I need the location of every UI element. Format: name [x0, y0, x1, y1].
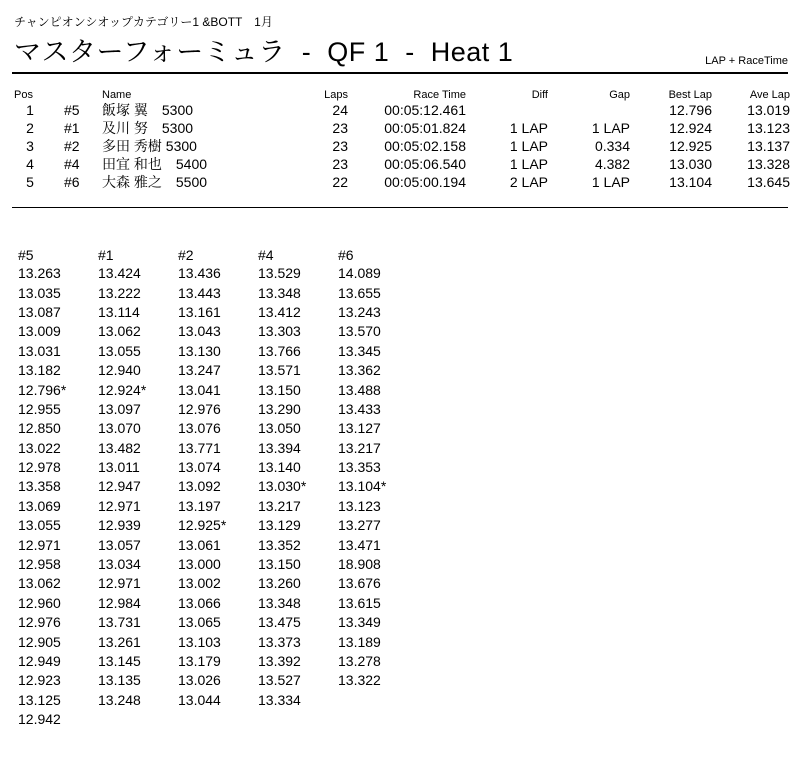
lap-row — [18, 283, 418, 302]
lap-time-cell: 12.924* — [98, 381, 147, 398]
result-row — [14, 101, 790, 119]
lap-time-cell: 13.373 — [258, 633, 301, 650]
lap-time-cell: 12.940 — [98, 362, 141, 379]
lap-row — [18, 594, 418, 613]
lap-time-cell: 13.044 — [178, 691, 221, 708]
lap-row — [18, 380, 418, 399]
lap-time-cell: 13.097 — [98, 400, 141, 417]
lap-time-cell: 13.057 — [98, 536, 141, 553]
col-header-gap: Gap — [609, 89, 630, 101]
lap-time-cell: 13.358 — [18, 478, 61, 495]
lap-time-cell: 13.103 — [178, 633, 221, 650]
result-pos: 1 — [26, 102, 34, 118]
lap-row — [18, 342, 418, 361]
result-number: #6 — [64, 174, 80, 190]
result-ave-lap: 13.123 — [747, 120, 790, 136]
lap-row — [18, 691, 418, 710]
lap-time-cell: 13.615 — [338, 594, 381, 611]
lap-row — [18, 516, 418, 535]
result-gap: 0.334 — [594, 138, 630, 154]
lap-row — [18, 632, 418, 651]
lap-times-header-row — [18, 246, 418, 264]
lap-times-body — [18, 264, 418, 729]
lap-time-cell: 13.129 — [258, 517, 301, 534]
result-name: 田宜 和也 5400 — [102, 156, 208, 172]
lap-time-cell: 12.978 — [18, 459, 61, 476]
lap-time-cell: 13.412 — [258, 303, 301, 320]
result-best-lap: 12.924 — [669, 120, 712, 136]
result-race-time: 00:05:06.540 — [384, 156, 466, 172]
result-laps: 22 — [332, 174, 348, 190]
lap-time-cell: 13.026 — [178, 672, 221, 689]
lap-time-cell: 13.766 — [258, 342, 301, 359]
lap-time-cell: 13.150 — [258, 556, 301, 573]
lap-time-cell: 14.089 — [338, 265, 381, 282]
lap-time-cell: 12.905 — [18, 633, 61, 650]
lap-time-cell: 12.939 — [98, 517, 141, 534]
lap-row — [18, 497, 418, 516]
lap-time-cell: 12.850 — [18, 420, 61, 437]
lap-time-cell: 13.002 — [178, 575, 221, 592]
lap-times-table — [18, 246, 418, 729]
result-pos: 2 — [26, 120, 34, 136]
lap-row — [18, 652, 418, 671]
result-diff: 1 LAP — [509, 138, 548, 154]
result-race-time: 00:05:12.461 — [384, 102, 466, 118]
col-header-pos: Pos — [14, 89, 33, 101]
lap-time-cell: 13.771 — [178, 439, 221, 456]
result-laps: 24 — [332, 102, 348, 118]
lap-row — [18, 303, 418, 322]
lap-time-cell: 13.140 — [258, 459, 301, 476]
result-best-lap: 12.925 — [669, 138, 712, 154]
lap-time-cell: 13.125 — [18, 691, 61, 708]
lap-time-cell: 13.571 — [258, 362, 301, 379]
result-ave-lap: 13.328 — [747, 156, 790, 172]
result-gap: 1 LAP — [591, 120, 630, 136]
col-header-number — [46, 86, 102, 101]
result-gap: 4.382 — [594, 156, 630, 172]
lap-time-cell: 13.424 — [98, 265, 141, 282]
lap-time-cell: 13.197 — [178, 497, 221, 514]
lap-time-cell: 12.923 — [18, 672, 61, 689]
result-ave-lap: 13.137 — [747, 138, 790, 154]
lap-time-cell: 12.960 — [18, 594, 61, 611]
lap-time-cell: 13.092 — [178, 478, 221, 495]
lap-time-cell: 13.482 — [98, 439, 141, 456]
lap-time-cell: 12.971 — [18, 536, 61, 553]
lap-time-cell: 13.061 — [178, 536, 221, 553]
lap-column-header: #6 — [338, 247, 354, 263]
lap-time-cell: 13.035 — [18, 284, 61, 301]
lap-time-cell: 13.529 — [258, 265, 301, 282]
lap-time-cell: 13.352 — [258, 536, 301, 553]
lap-time-cell: 13.135 — [98, 672, 141, 689]
lap-time-cell: 13.069 — [18, 497, 61, 514]
lap-time-cell: 12.925* — [178, 517, 227, 534]
lap-time-cell: 13.055 — [98, 342, 141, 359]
lap-row — [18, 535, 418, 554]
lap-time-cell: 13.009 — [18, 323, 61, 340]
lap-row — [18, 419, 418, 438]
result-name: 多田 秀樹 5300 — [102, 138, 197, 154]
result-ave-lap: 13.019 — [747, 102, 790, 118]
lap-column-header: #4 — [258, 247, 274, 263]
lap-column-header: #2 — [178, 247, 194, 263]
lap-column-header: #5 — [18, 247, 34, 263]
lap-time-cell: 13.074 — [178, 459, 221, 476]
result-diff: 1 LAP — [509, 120, 548, 136]
col-header-best-lap: Best Lap — [668, 89, 712, 101]
lap-row — [18, 400, 418, 419]
lap-time-cell: 13.189 — [338, 633, 381, 650]
lap-time-cell: 12.976 — [178, 400, 221, 417]
result-laps: 23 — [332, 120, 348, 136]
result-diff: 2 LAP — [509, 174, 548, 190]
lap-time-cell: 12.971 — [98, 575, 141, 592]
lap-time-cell: 13.349 — [338, 614, 381, 631]
lap-time-cell: 13.050 — [258, 420, 301, 437]
result-number: #5 — [64, 102, 80, 118]
lap-time-cell: 13.066 — [178, 594, 221, 611]
lap-row — [18, 477, 418, 496]
lap-time-cell: 13.114 — [98, 303, 140, 320]
lap-time-cell: 13.471 — [338, 536, 381, 553]
lap-time-cell: 13.394 — [258, 439, 301, 456]
lap-time-cell: 13.263 — [18, 265, 61, 282]
col-header-diff: Diff — [531, 89, 548, 101]
lap-row — [18, 361, 418, 380]
col-header-name: Name — [102, 89, 132, 101]
col-header-ave-lap: Ave Lap — [749, 89, 790, 101]
lap-time-cell: 13.303 — [258, 323, 301, 340]
result-pos: 3 — [26, 138, 34, 154]
lap-time-cell: 13.353 — [338, 459, 381, 476]
result-race-time: 00:05:01.824 — [384, 120, 466, 136]
lap-time-cell: 12.976 — [18, 614, 61, 631]
lap-time-cell: 13.261 — [98, 633, 141, 650]
col-header-laps: Laps — [324, 89, 348, 101]
result-name: 飯塚 翼 5300 — [102, 102, 194, 118]
lap-time-cell: 13.062 — [18, 575, 61, 592]
result-name: 及川 努 5300 — [102, 120, 194, 136]
result-diff: 1 LAP — [509, 156, 548, 172]
lap-time-cell: 13.348 — [258, 284, 301, 301]
lap-time-cell: 13.043 — [178, 323, 221, 340]
lap-time-cell: 13.034 — [98, 556, 141, 573]
lap-column-header: #1 — [98, 247, 114, 263]
lap-time-cell: 12.971 — [98, 497, 141, 514]
lap-time-cell: 13.217 — [338, 439, 381, 456]
result-row — [14, 119, 790, 137]
lap-time-cell — [338, 691, 418, 710]
lap-time-cell: 13.243 — [338, 303, 381, 320]
lap-time-cell: 13.179 — [178, 653, 221, 669]
lap-time-cell: 13.731 — [98, 614, 141, 631]
lap-time-cell: 13.277 — [338, 517, 381, 534]
lap-time-cell: 13.443 — [178, 284, 221, 301]
lap-row — [18, 574, 418, 593]
lap-time-cell — [338, 710, 418, 729]
lap-time-cell: 13.433 — [338, 400, 381, 417]
lap-time-cell: 13.247 — [178, 362, 221, 379]
lap-time-cell: 13.123 — [338, 497, 381, 514]
lap-time-cell: 13.322 — [338, 672, 381, 689]
lap-time-cell — [98, 710, 178, 729]
result-gap — [548, 101, 630, 119]
lap-time-cell: 13.130 — [178, 342, 221, 359]
lap-time-cell: 13.161 — [178, 303, 221, 320]
lap-time-cell — [258, 710, 338, 729]
result-best-lap: 13.030 — [669, 156, 712, 172]
lap-row — [18, 710, 418, 729]
lap-time-cell: 12.796* — [18, 381, 67, 398]
lap-time-cell: 13.488 — [338, 381, 381, 398]
result-best-lap: 12.796 — [669, 102, 712, 118]
lap-time-cell: 13.334 — [258, 691, 301, 708]
result-diff — [466, 101, 548, 119]
lap-time-cell: 13.041 — [178, 381, 221, 398]
result-row — [14, 155, 790, 173]
report-type-label: LAP + RaceTime — [705, 55, 788, 67]
result-pos: 4 — [26, 156, 34, 172]
lap-time-cell: 13.676 — [338, 575, 381, 592]
lap-time-cell: 13.392 — [258, 653, 301, 669]
result-number: #1 — [64, 120, 80, 136]
lap-time-cell: 12.949 — [18, 653, 61, 669]
lap-time-cell: 13.011 — [98, 459, 140, 476]
lap-time-cell: 13.260 — [258, 575, 301, 592]
lap-time-cell: 12.955 — [18, 400, 61, 417]
lap-time-cell: 13.145 — [98, 653, 141, 669]
lap-time-cell: 12.942 — [18, 711, 61, 728]
lap-time-cell: 12.984 — [98, 594, 141, 611]
result-race-time: 00:05:00.194 — [384, 174, 466, 190]
lap-time-cell: 18.908 — [338, 556, 381, 573]
lap-time-cell: 13.655 — [338, 284, 381, 301]
results-table — [14, 86, 790, 191]
header-divider — [12, 72, 788, 74]
result-row — [14, 137, 790, 155]
lap-time-cell: 12.958 — [18, 556, 61, 573]
lap-time-cell: 13.065 — [178, 614, 221, 631]
lap-time-cell: 13.076 — [178, 420, 221, 437]
result-ave-lap: 13.645 — [747, 174, 790, 190]
lap-time-cell: 13.022 — [18, 439, 61, 456]
result-gap: 1 LAP — [591, 174, 630, 190]
lap-time-cell: 13.278 — [338, 653, 381, 669]
lap-time-cell: 13.062 — [98, 323, 141, 340]
lap-time-cell: 13.030* — [258, 478, 307, 495]
result-name: 大森 雅之 5500 — [102, 174, 208, 190]
result-race-time: 00:05:02.158 — [384, 138, 466, 154]
result-number: #2 — [64, 138, 80, 154]
lap-time-cell: 13.217 — [258, 497, 301, 514]
lap-time-cell — [178, 710, 258, 729]
lap-row — [18, 264, 418, 283]
result-best-lap: 13.104 — [669, 174, 712, 190]
lap-row — [18, 555, 418, 574]
lap-time-cell: 13.570 — [338, 323, 381, 340]
lap-row — [18, 439, 418, 458]
lap-time-cell: 13.031 — [18, 342, 61, 359]
col-header-race-time: Race Time — [413, 89, 466, 101]
lap-time-cell: 13.345 — [338, 342, 381, 359]
lap-time-cell: 13.055 — [18, 517, 61, 534]
result-number: #4 — [64, 156, 80, 172]
lap-time-cell: 13.248 — [98, 691, 141, 708]
lap-row — [18, 613, 418, 632]
lap-time-cell: 13.362 — [338, 362, 381, 379]
lap-time-cell: 13.182 — [18, 362, 61, 379]
lap-time-cell: 13.290 — [258, 400, 301, 417]
results-body — [14, 101, 790, 191]
lap-time-cell: 13.150 — [258, 381, 301, 398]
lap-row — [18, 458, 418, 477]
lap-row — [18, 671, 418, 690]
result-laps: 23 — [332, 156, 348, 172]
lap-time-cell: 13.070 — [98, 420, 141, 437]
event-subtitle: チャンピオンシオップカテゴリー1 &BOTT 1月 — [14, 15, 273, 29]
lap-time-cell: 13.087 — [18, 303, 61, 320]
lap-time-cell: 13.475 — [258, 614, 301, 631]
lap-time-cell: 13.527 — [258, 672, 301, 689]
lap-time-cell: 13.436 — [178, 265, 221, 282]
lap-time-cell: 12.947 — [98, 478, 141, 495]
lap-row — [18, 322, 418, 341]
result-pos: 5 — [26, 174, 34, 190]
lap-time-cell: 13.127 — [338, 420, 381, 437]
results-divider — [12, 207, 788, 208]
page-title: マスターフォーミュラ - QF 1 - Heat 1 — [14, 37, 514, 67]
result-row — [14, 173, 790, 191]
results-header-row — [14, 86, 790, 101]
result-laps: 23 — [332, 138, 348, 154]
lap-time-cell: 13.104* — [338, 478, 387, 495]
lap-time-cell: 13.348 — [258, 594, 301, 611]
lap-time-cell: 13.000 — [178, 556, 221, 573]
lap-time-cell: 13.222 — [98, 284, 141, 301]
